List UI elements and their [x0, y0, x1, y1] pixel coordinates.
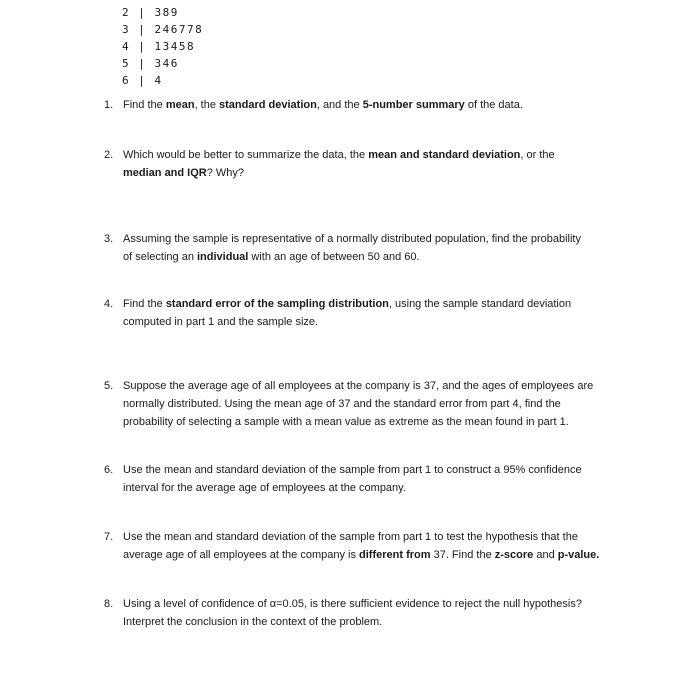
text-segment: of the data.: [464, 99, 523, 111]
question-line: [123, 313, 623, 331]
question-line: [123, 230, 623, 248]
question-line: [123, 479, 623, 497]
text-segment: , using the sample standard deviation: [388, 298, 572, 310]
question-text: [123, 295, 623, 331]
text-segment: ? Why?: [206, 167, 245, 179]
leaf-values: 13458: [154, 40, 196, 53]
bold-text: different from: [359, 549, 431, 561]
text-segment: average age of all employees at the company is: [123, 549, 360, 561]
question-line: [123, 395, 623, 413]
question-line: [123, 295, 623, 313]
text-segment: interval for the average age of employees at the company.: [123, 482, 406, 494]
question-text: [123, 528, 623, 564]
text-segment: probability of selecting a sample with a mean value as extreme as the mean found in part 1.: [123, 416, 569, 428]
question-number: 2.: [104, 149, 114, 161]
text-segment: Find the: [123, 99, 166, 111]
question-text: [123, 595, 623, 631]
text-segment: Use the mean and standard deviation of the sample from part 1 to test the hypothesis that the: [123, 531, 578, 543]
text-segment: Suppose the average age of all employees at the company is 37, and the ages of employees are: [123, 380, 594, 392]
question-line: [123, 96, 623, 114]
bold-text: p-value.: [557, 549, 600, 561]
question-line: [123, 528, 623, 546]
question-text: [123, 230, 623, 266]
bold-text: median and IQR: [123, 167, 207, 179]
question-line: [123, 377, 623, 395]
bold-text: standard deviation: [219, 99, 317, 111]
leaf-values: 246778: [154, 23, 204, 36]
question-text: [123, 96, 623, 114]
text-segment: Which would be better to summarize the data, the: [123, 149, 369, 161]
text-segment: Assuming the sample is representative of a normally distributed population, find the probability: [123, 233, 581, 245]
question-number: 7.: [104, 531, 114, 543]
text-segment: , or the: [520, 149, 555, 161]
question-line: [123, 146, 623, 164]
stem-leaf-row: 4 | 13458: [122, 40, 196, 53]
stem-value: 5: [122, 57, 131, 70]
question-line: [123, 461, 623, 479]
text-segment: with an age of between 50 and 60.: [248, 251, 420, 263]
stem-leaf-row: 6 | 4: [122, 74, 163, 87]
question-text: [123, 461, 623, 497]
text-segment: of selecting an: [123, 251, 197, 263]
question-number: 3.: [104, 233, 114, 245]
text-segment: computed in part 1 and the sample size.: [123, 316, 319, 328]
question-number: 4.: [104, 298, 114, 310]
bold-text: mean and standard deviation: [368, 149, 521, 161]
question-number: 6.: [104, 464, 114, 476]
question-number: 1.: [104, 99, 114, 111]
question-number: 8.: [104, 598, 114, 610]
stem-value: 3: [122, 23, 131, 36]
bold-text: 5-number summary: [362, 99, 465, 111]
stem-and-leaf-plot: [122, 4, 203, 89]
text-segment: normally distributed. Using the mean age of 37 and the standard error from part 4, find the: [123, 398, 561, 410]
bold-text: z-score: [494, 549, 534, 561]
question-line: [123, 595, 623, 613]
question-number: 5.: [104, 380, 114, 392]
text-segment: and: [533, 549, 558, 561]
stem-leaf-row: 3 | 246778: [122, 23, 204, 36]
question-line: [123, 413, 623, 431]
stem-leaf-row: 5 | 346: [122, 57, 179, 70]
question-line: [123, 613, 623, 631]
question-line: [123, 164, 623, 182]
leaf-values: 4: [154, 74, 163, 87]
stem-leaf-row: 2 | 389: [122, 6, 179, 19]
stem-value: 2: [122, 6, 131, 19]
text-segment: , the: [194, 99, 220, 111]
bold-text: mean: [165, 99, 195, 111]
text-segment: Use the mean and standard deviation of the sample from part 1 to construct a 95% confidence: [123, 464, 582, 476]
leaf-values: 346: [154, 57, 179, 70]
text-segment: , and the: [316, 99, 363, 111]
text-segment: Interpret the conclusion in the context of the problem.: [123, 616, 383, 628]
question-line: [123, 248, 623, 266]
text-segment: Find the: [123, 298, 166, 310]
text-segment: Using a level of confidence of α=0.05, is there sufficient evidence to reject the null hypothesis?: [123, 598, 582, 610]
question-line: [123, 546, 623, 564]
bold-text: individual: [197, 251, 249, 263]
bold-text: standard error of the sampling distribution: [165, 298, 389, 310]
question-text: [123, 146, 623, 182]
stem-value: 6: [122, 74, 131, 87]
text-segment: 37. Find the: [430, 549, 495, 561]
question-text: [123, 377, 623, 431]
leaf-values: 389: [154, 6, 179, 19]
stem-value: 4: [122, 40, 131, 53]
